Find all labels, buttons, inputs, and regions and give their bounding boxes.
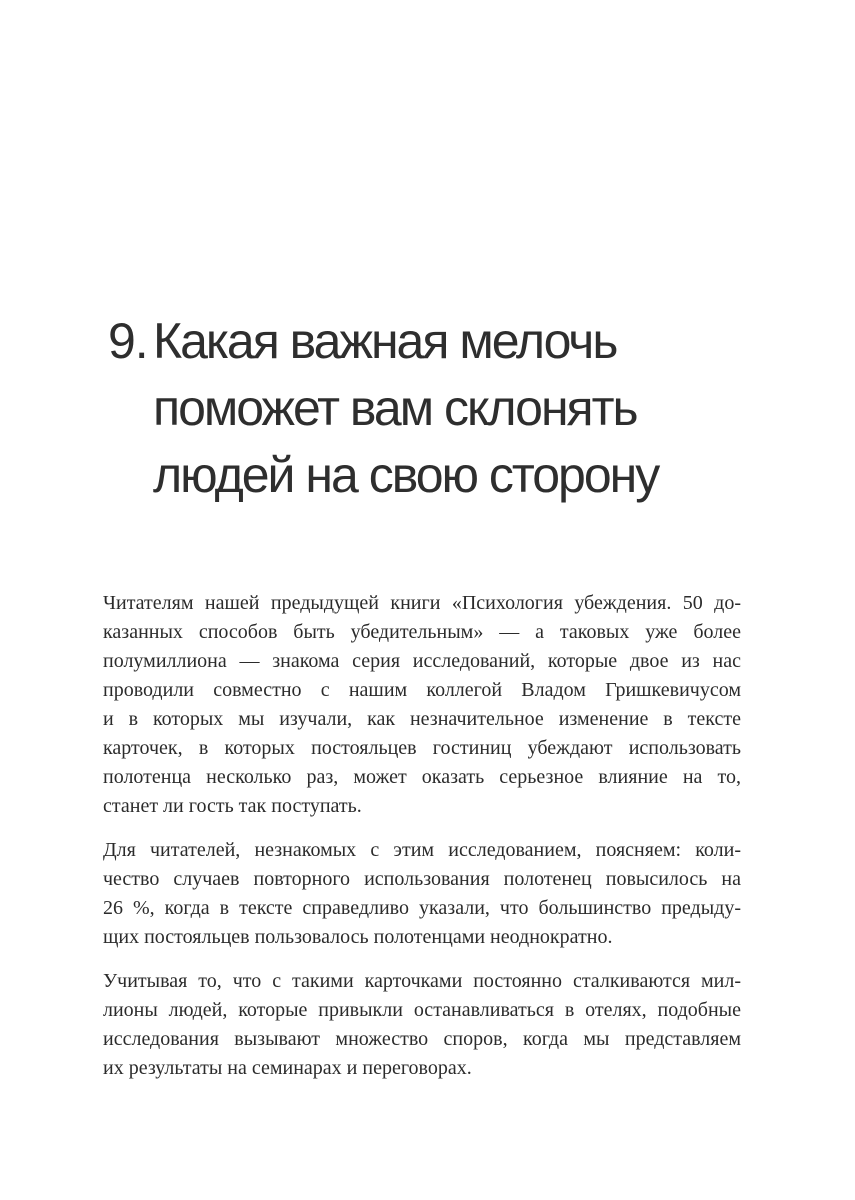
chapter-number: 9. [108, 313, 148, 369]
body-line: станет ли гость так поступать. [103, 795, 362, 817]
chapter-heading-line-3: людей на свою сторону [153, 447, 659, 503]
body-line: проводили совместно с нашим коллегой Владом Гришкевичусом [103, 679, 741, 701]
chapter-title-line: Какая важная мелочь [153, 313, 617, 369]
body-line: карточек, в которых постояльцев гостиниц убеждают использовать [103, 737, 741, 759]
chapter-heading-line-2: поможет вам склонять [153, 380, 637, 436]
body-line: щих постояльцев пользовалось полотенцами неоднократно. [103, 926, 613, 948]
body-line: полумиллиона — знакома серия исследований, которые двое из нас [103, 650, 741, 672]
paragraph-3 [103, 967, 741, 1083]
body-line: Читателям нашей предыдущей книги «Психология убеждения. 50 до- [103, 592, 741, 614]
chapter-heading-line-1 [108, 308, 748, 375]
body-line: полотенца несколько раз, может оказать серьезное влияние на то, [103, 766, 741, 788]
body-line: исследования вызывают множество споров, когда мы представляем [103, 1028, 741, 1050]
body-line: Учитывая то, что с такими карточками постоянно сталкиваются мил- [103, 970, 741, 992]
body-line: 26 %, когда в тексте справедливо указали, что большинство предыду- [103, 897, 741, 919]
chapter-heading [108, 308, 748, 509]
paragraph-1 [103, 589, 741, 821]
body-line: лионы людей, которые привыкли останавливаться в отелях, подобные [103, 999, 741, 1021]
paragraph-2 [103, 836, 741, 952]
body-line: и в которых мы изучали, как незначительное изменение в тексте [103, 708, 741, 730]
body-line: их результаты на семинарах и переговорах. [103, 1057, 472, 1079]
body-line: Для читателей, незнакомых с этим исследованием, поясняем: коли- [103, 839, 741, 861]
body-line: казанных способов быть убедительным» — а таковых уже более [103, 621, 741, 643]
body-line: чество случаев повторного использования полотенец повысилось на [103, 868, 741, 890]
body-text [103, 589, 741, 1098]
